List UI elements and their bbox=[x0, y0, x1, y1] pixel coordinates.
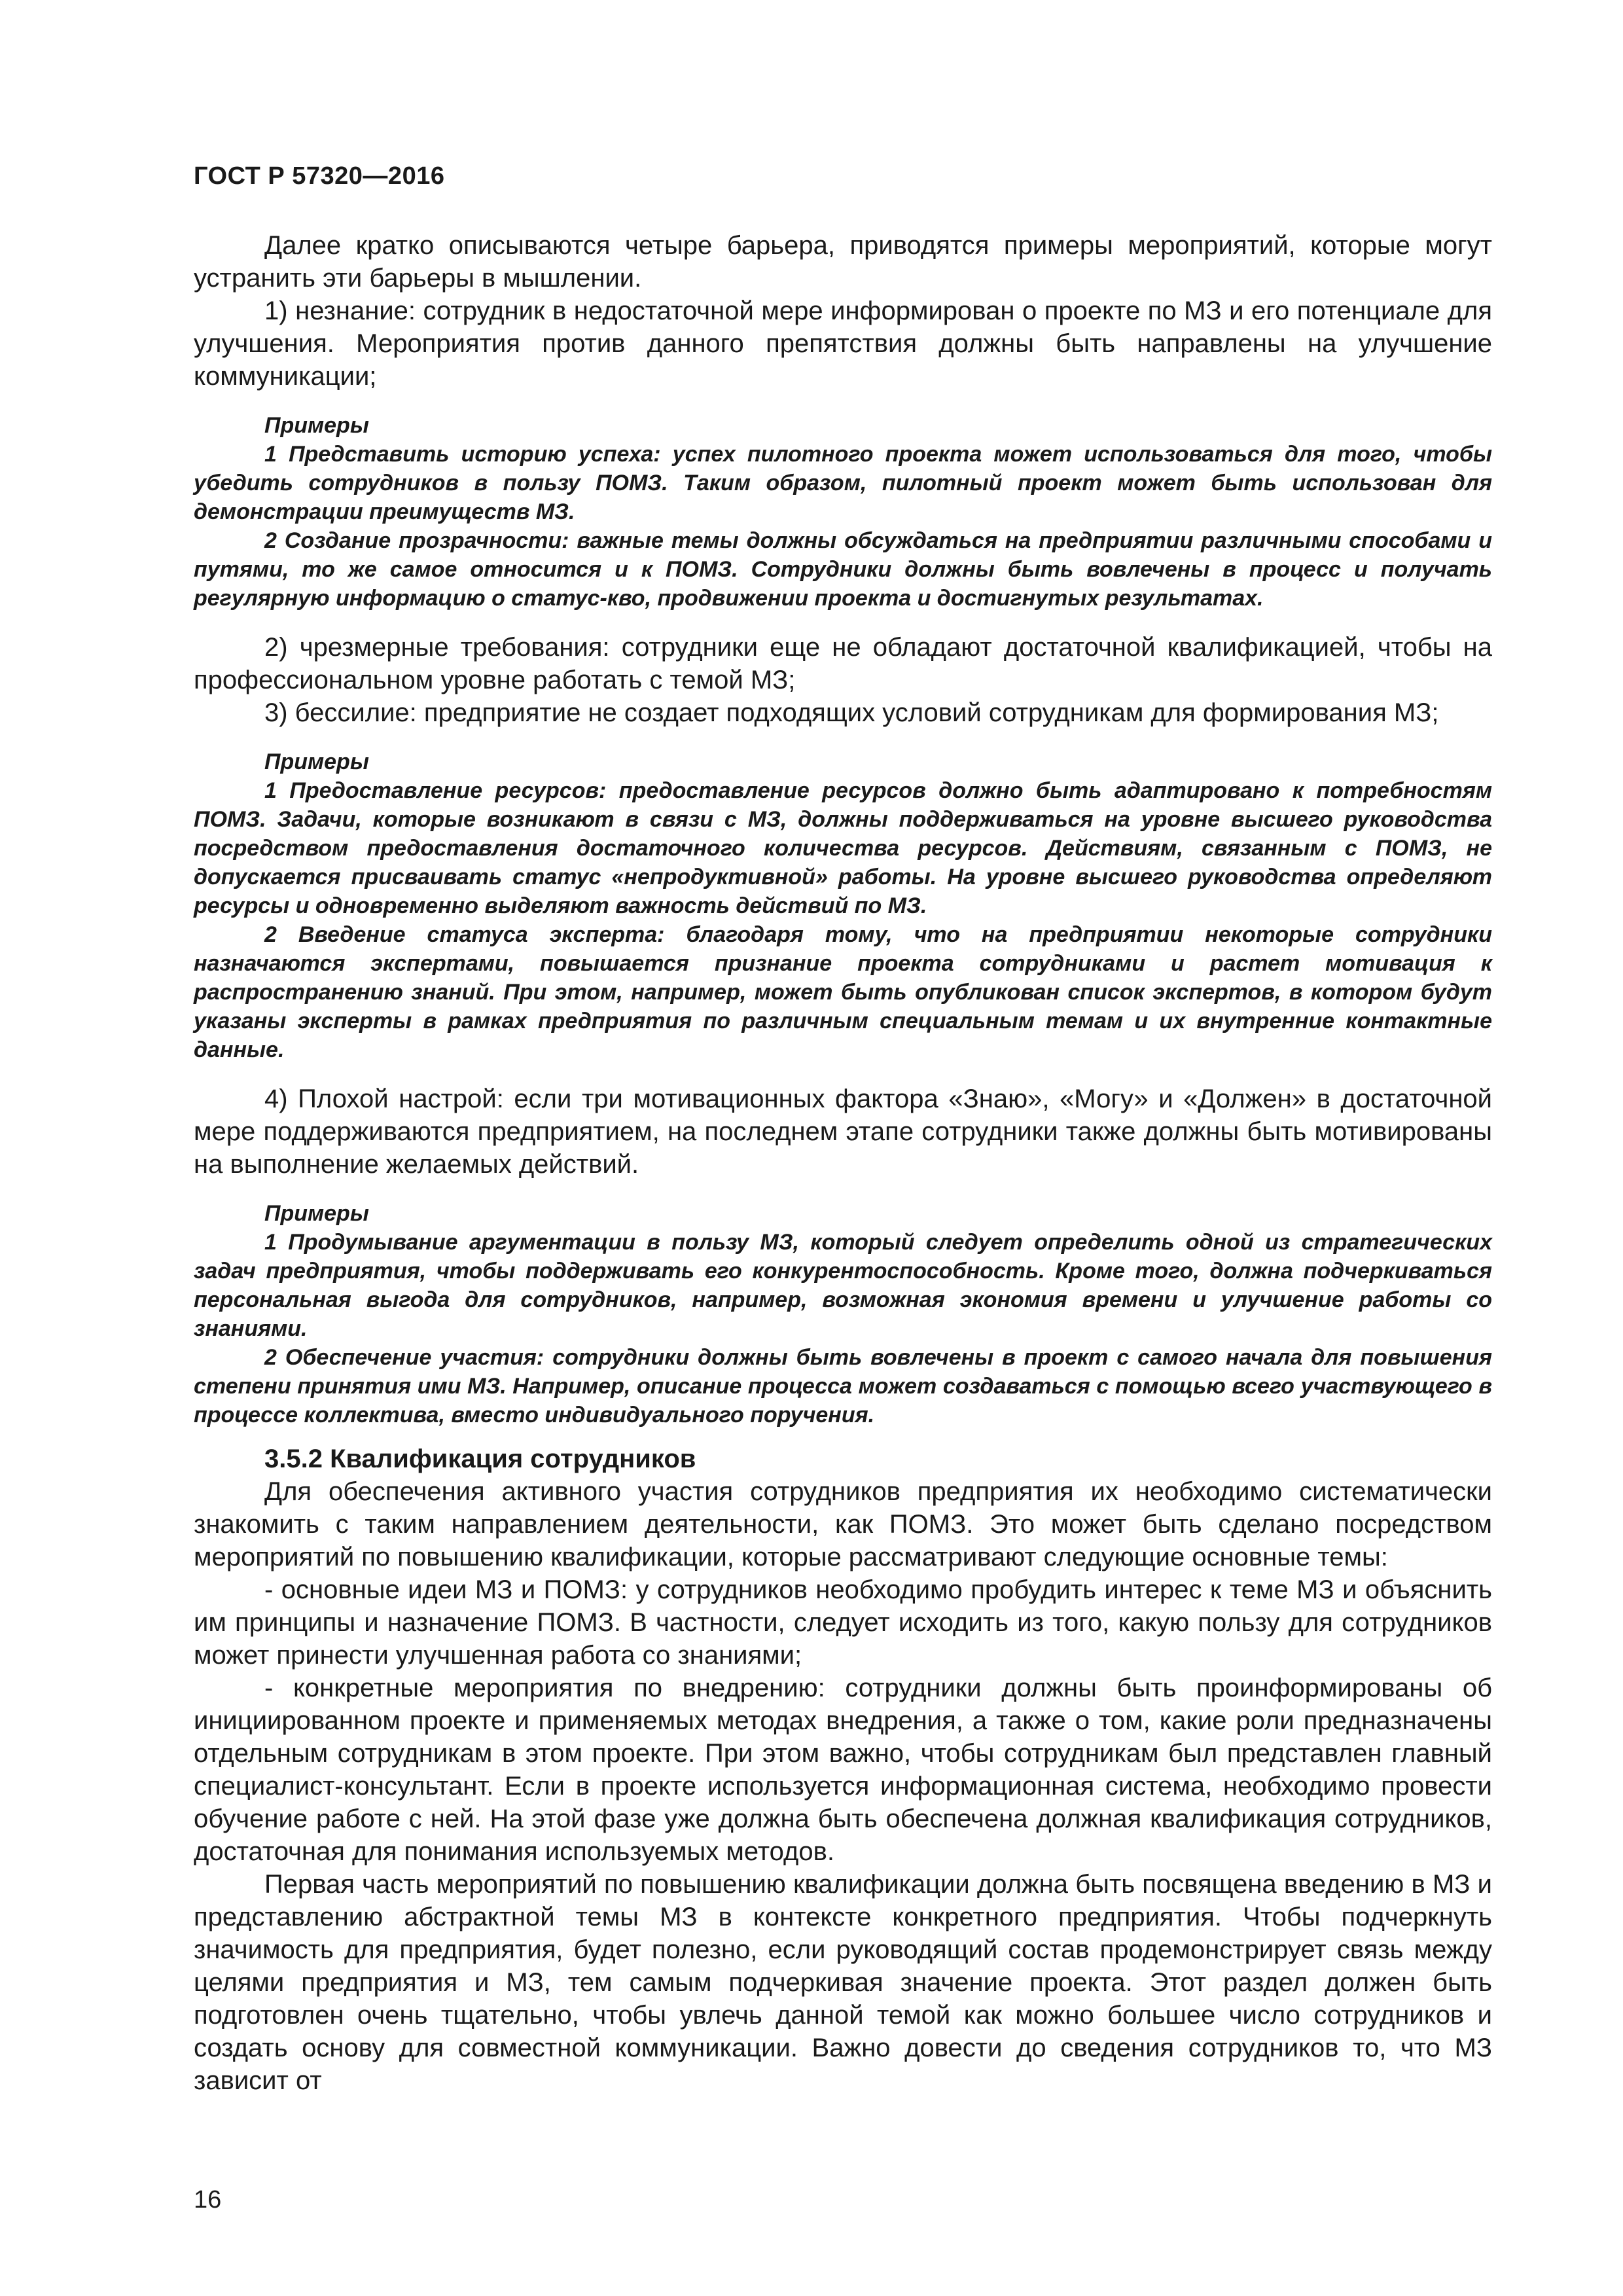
barrier-item-2: 2) чрезмерные требования: сотрудники еще не обладают достаточной квалификацией, чтобы на профессиональном уровне работать с темой МЗ; bbox=[194, 633, 1492, 694]
example-2-1: 1 Предоставление ресурсов: предоставление ресурсов должно быть адаптировано к потребностям ПОМЗ. Задачи, которые возникают в связи с МЗ, должны поддерживаться на уровне высшего руководства посредством предоставления достаточного количества ресурсов. Действиям, связанным с ПОМЗ, не допускается присваивать статус «непродуктивной» работы. На уровне высшего руководства определяют ресурсы и одновременно выделяют важность действий по МЗ. bbox=[194, 778, 1492, 918]
example-2-2: 2 Введение статуса эксперта: благодаря тому, что на предприятии некоторые сотрудники назначаются экспертами, повышается признание проекта сотрудниками и растет мотивация к распространению знаний. При этом, например, может быть опубликован список экспертов, в котором будут указаны эксперты в рамках предприятия по различным специальным темам и их внутренние контактные данные. bbox=[194, 922, 1492, 1062]
final-paragraph: Первая часть мероприятий по повышению квалификации должна быть посвящена введению в МЗ и представлению абстрактной темы МЗ в контексте конкретного предприятия. Чтобы подчеркнуть значимость для предприятия, будет полезно, если руководящий состав продемонстрирует связь между целями предприятия и МЗ, тем самым подчеркивая значение проекта. Этот раздел должен быть подготовлен очень тщательно, чтобы увлечь данной темой как можно большее число сотрудников и создать основу для совместной коммуникации. Важно довести до сведения сотрудников то, что МЗ зависит от bbox=[194, 1870, 1492, 2095]
intro-paragraph: Далее кратко описываются четыре барьера, приводятся примеры мероприятий, которые могут устранить эти барьеры в мышлении. bbox=[194, 231, 1492, 293]
example-1-2: 2 Создание прозрачности: важные темы должны обсуждаться на предприятии различными способами и путями, то же самое относится и к ПОМЗ. Сотрудники должны быть вовлечены в процесс и получать регулярную информацию о статус-кво, продвижении проекта и достигнутых результатах. bbox=[194, 528, 1492, 611]
example-3-1: 1 Продумывание аргументации в пользу МЗ, который следует определить одной из стратегических задач предприятия, чтобы поддерживать его конкурентоспособность. Кроме того, должна подчеркиваться персональная выгода для сотрудников, например, возможная экономия времени и улучшение работы со знаниями. bbox=[194, 1230, 1492, 1341]
page-number: 16 bbox=[194, 2186, 222, 2214]
examples-heading-3: Примеры bbox=[264, 1201, 369, 1226]
document-body bbox=[194, 229, 1492, 2097]
bullet-item-1: - основные идеи МЗ и ПОМЗ: у сотрудников необходимо пробудить интерес к теме МЗ и объяснить им принципы и назначение ПОМЗ. В частности, следует исходить из того, какую пользу для сотрудников может принести улучшенная работа со знаниями; bbox=[194, 1575, 1492, 1670]
document-id-header: ГОСТ Р 57320—2016 bbox=[194, 162, 445, 190]
section-title: 3.5.2 Квалификация сотрудников bbox=[264, 1444, 696, 1473]
example-1-1: 1 Представить историю успеха: успех пилотного проекта может использоваться для того, чтобы убедить сотрудников в пользу ПОМЗ. Таким образом, пилотный проект может быть использован для демонстрации преимуществ МЗ. bbox=[194, 442, 1492, 524]
bullet-item-2: - конкретные мероприятия по внедрению: сотрудники должны быть проинформированы об инициированном проекте и применяемых методах внедрения, а также о том, какие роли предназначены отдельным сотрудникам в этом проекте. При этом важно, чтобы сотрудникам был представлен главный специалист-консультант. Если в проекте используется информационная система, необходимо провести обучение работе с ней. На этой фазе уже должна быть обеспечена должная квалификация сотрудников, достаточная для понимания используемых методов. bbox=[194, 1674, 1492, 1866]
qualification-paragraph: Для обеспечения активного участия сотрудников предприятия их необходимо систематически знакомить с таким направлением деятельности, как ПОМЗ. Это может быть сделано посредством мероприятий по повышению квалификации, которые рассматривают следующие основные темы: bbox=[194, 1477, 1492, 1571]
examples-heading-1: Примеры bbox=[264, 413, 369, 438]
example-3-2: 2 Обеспечение участия: сотрудники должны быть вовлечены в проект с самого начала для повышения степени принятия ими МЗ. Например, описание процесса может создаваться с помощью всего участвующего в процессе коллектива, вместо индивидуального поручения. bbox=[194, 1345, 1492, 1427]
examples-heading-2: Примеры bbox=[264, 749, 369, 774]
barrier-item-4: 4) Плохой настрой: если три мотивационных фактора «Знаю», «Могу» и «Должен» в достаточной мере поддерживаются предприятием, на последнем этапе сотрудники также должны быть мотивированы на выполнение желаемых действий. bbox=[194, 1085, 1492, 1179]
barrier-item-3: 3) бессилие: предприятие не создает подходящих условий сотрудникам для формирования МЗ; bbox=[264, 698, 1439, 727]
barrier-item-1: 1) незнание: сотрудник в недостаточной мере информирован о проекте по МЗ и его потенциале для улучшения. Мероприятия против данного препятствия должны быть направлены на улучшение коммуникации; bbox=[194, 296, 1492, 391]
